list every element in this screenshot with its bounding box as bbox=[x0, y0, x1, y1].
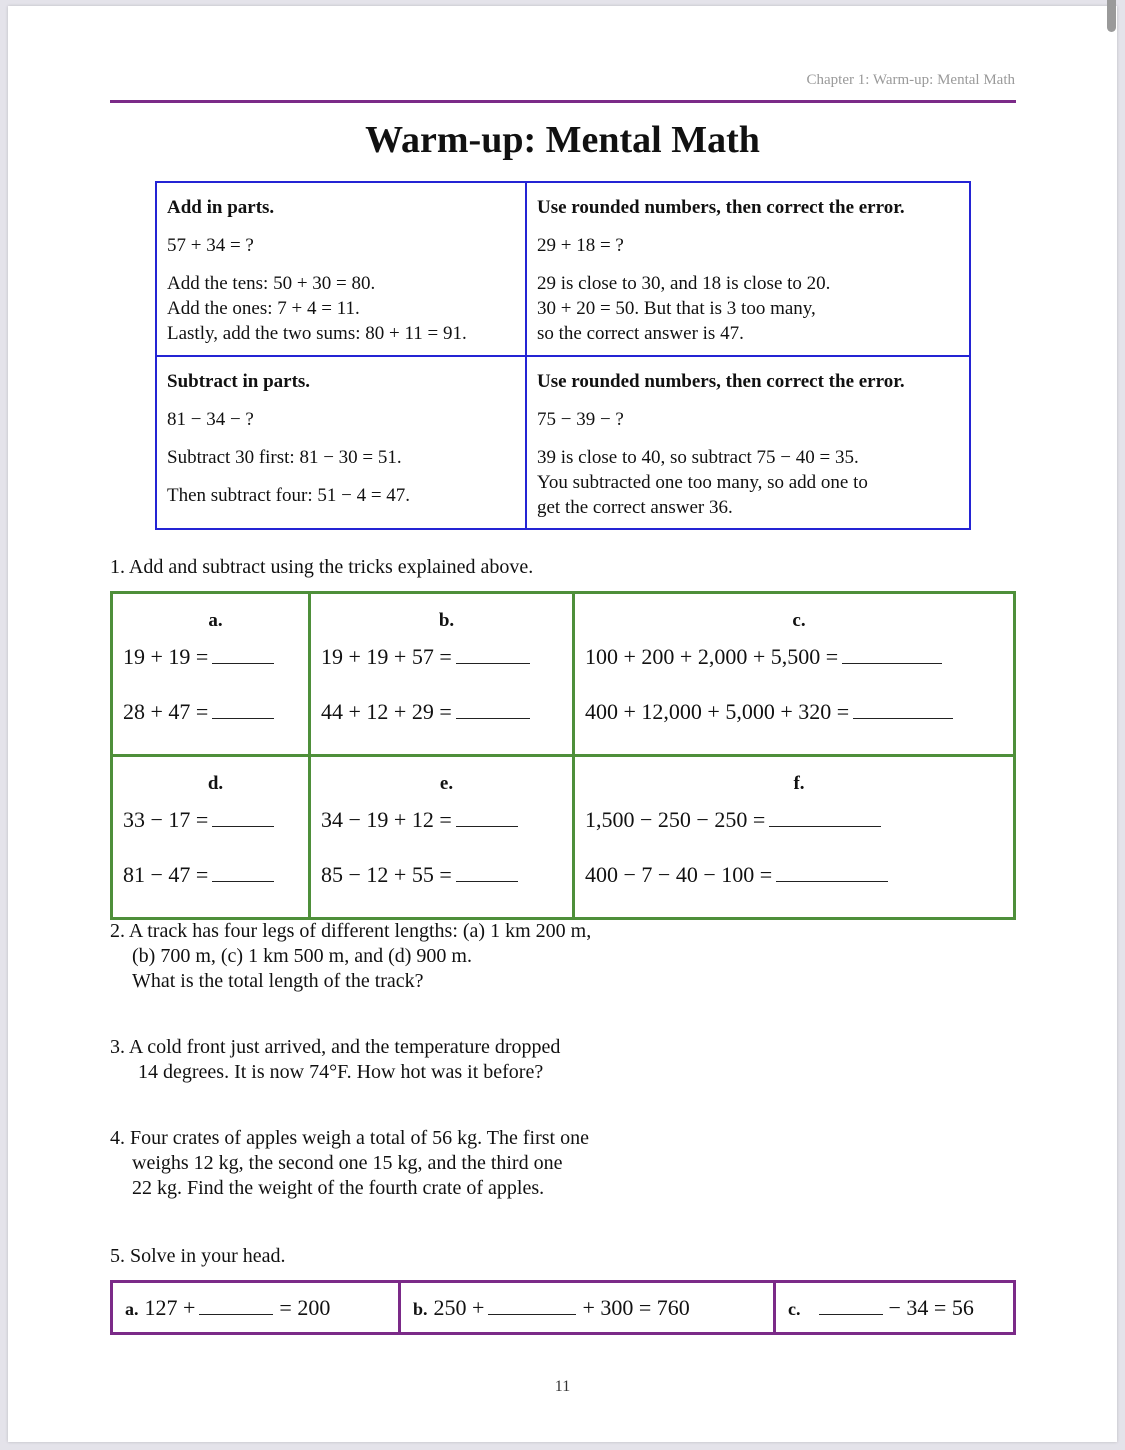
q1-cell-a: a. 19 + 19 = 28 + 47 = bbox=[112, 593, 310, 756]
strategy-rounding-subtract: Use rounded numbers, then correct the error. 75 − 39 − ? 39 is close to 40, so subtract 75 − 40 = 35. You subtracted one too many, so add one to get the correct answer 36. bbox=[526, 356, 970, 529]
q5-cell-b: b. 250 + + 300 = 760 bbox=[400, 1282, 775, 1334]
question-1-prompt: 1. Add and subtract using the tricks explained above. bbox=[110, 556, 534, 578]
strategy-rounding-add: Use rounded numbers, then correct the error. 29 + 18 = ? 29 is close to 30, and 18 is close to 20. 30 + 20 = 50. But that is 3 too many, so the correct answer is 47. bbox=[526, 182, 970, 356]
question-2: 2. A track has four legs of different lengths: (a) 1 km 200 m, (b) 700 m, (c) 1 km 500 m, and (d) 900 m. What is the total length of the track? bbox=[110, 920, 592, 992]
answer-blank[interactable] bbox=[819, 1296, 883, 1315]
answer-blank[interactable] bbox=[199, 1296, 273, 1315]
q5-cell-c: c. − 34 = 56 bbox=[775, 1282, 1015, 1334]
answer-blank[interactable] bbox=[456, 863, 518, 882]
q1-cell-f: f. 1,500 − 250 − 250 = 400 − 7 − 40 − 100 = bbox=[574, 756, 1015, 919]
q1-cell-c: c. 100 + 200 + 2,000 + 5,500 = 400 + 12,000 + 5,000 + 320 = bbox=[574, 593, 1015, 756]
answer-blank[interactable] bbox=[842, 645, 942, 664]
page-title: Warm-up: Mental Math bbox=[365, 119, 760, 161]
answer-blank[interactable] bbox=[212, 700, 274, 719]
strategy-subtract-in-parts: Subtract in parts. 81 − 34 − ? Subtract 30 first: 81 − 30 = 51. Then subtract four: 51 − 4 = 47. bbox=[156, 356, 526, 529]
answer-blank[interactable] bbox=[769, 808, 881, 827]
strategy-box bbox=[155, 181, 971, 530]
page-number: 11 bbox=[554, 1378, 571, 1395]
scrollbar[interactable] bbox=[1107, 0, 1116, 32]
q1-cell-b: b. 19 + 19 + 57 = 44 + 12 + 29 = bbox=[310, 593, 574, 756]
q1-cell-e: e. 34 − 19 + 12 = 85 − 12 + 55 = bbox=[310, 756, 574, 919]
question-5-prompt: 5. Solve in your head. bbox=[110, 1245, 286, 1267]
answer-blank[interactable] bbox=[456, 645, 530, 664]
answer-blank[interactable] bbox=[776, 863, 888, 882]
answer-blank[interactable] bbox=[212, 863, 274, 882]
q1-cell-d: d. 33 − 17 = 81 − 47 = bbox=[112, 756, 310, 919]
question-1-grid bbox=[110, 591, 1016, 920]
answer-blank[interactable] bbox=[456, 700, 530, 719]
question-5-grid bbox=[110, 1280, 1016, 1335]
strategy-add-in-parts: Add in parts. 57 + 34 = ? Add the tens: 50 + 30 = 80. Add the ones: 7 + 4 = 11. Lastly, add the two sums: 80 + 11 = 91. bbox=[156, 182, 526, 356]
answer-blank[interactable] bbox=[488, 1296, 576, 1315]
question-3: 3. A cold front just arrived, and the temperature dropped 14 degrees. It is now 74°F. How hot was it before? bbox=[110, 1036, 561, 1083]
answer-blank[interactable] bbox=[212, 808, 274, 827]
running-header: Chapter 1: Warm-up: Mental Math bbox=[806, 72, 1015, 88]
answer-blank[interactable] bbox=[212, 645, 274, 664]
q5-cell-a: a. 127 + = 200 bbox=[112, 1282, 400, 1334]
answer-blank[interactable] bbox=[456, 808, 518, 827]
answer-blank[interactable] bbox=[853, 700, 953, 719]
header-divider bbox=[110, 100, 1016, 103]
question-4: 4. Four crates of apples weigh a total of 56 kg. The first one weighs 12 kg, the second one 15 kg, and the third one 22 kg. Find the weight of the fourth crate of apples. bbox=[110, 1127, 589, 1199]
